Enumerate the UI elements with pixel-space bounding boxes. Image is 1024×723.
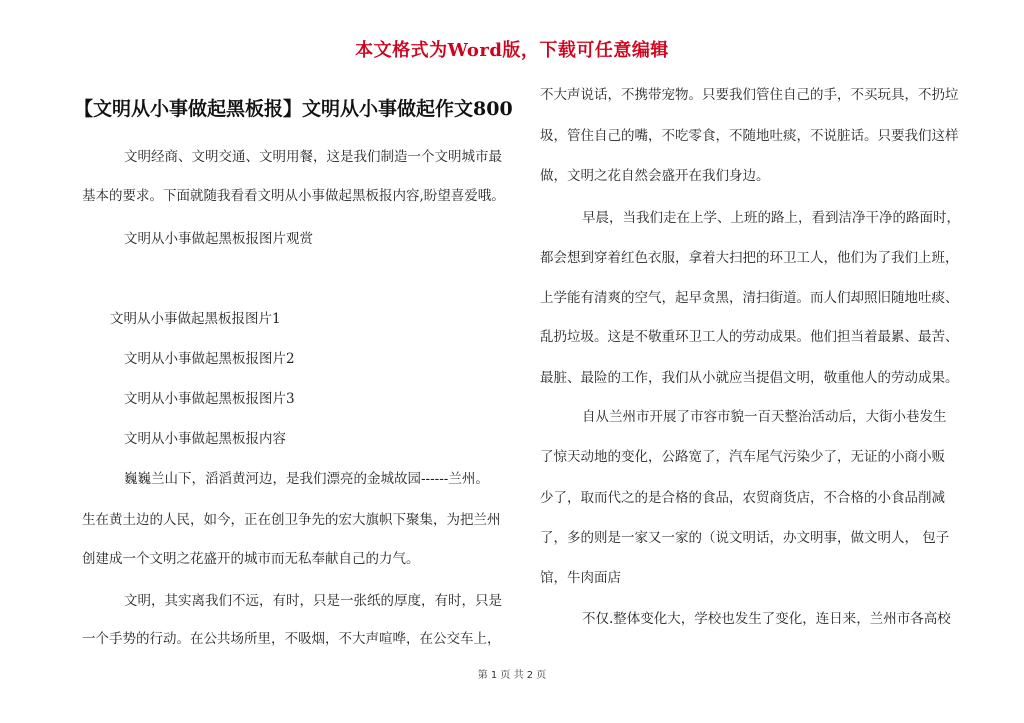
right-line-1: 不大声说话，不携带宠物。只要我们管住自己的手，不买玩具，不扔垃	[540, 87, 959, 103]
right-line-3: 做，文明之花自然会盛开在我们身边。	[540, 168, 770, 184]
image-caption-3: 文明从小事做起黑板报图片3	[124, 391, 295, 407]
document-title: 【文明从小事做起黑板报】文明从小事做起作文800	[74, 98, 513, 120]
right-line-5: 都会想到穿着红色衣服，拿着大扫把的环卫工人，他们为了我们上班，	[540, 250, 959, 266]
right-line-7: 乱扔垃圾。这是不敬重环卫工人的劳动成果。他们担当着最累、最苦、	[540, 329, 959, 345]
intro-line-1: 文明经商、文明交通、文明用餐，这是我们制造一个文明城市最	[124, 149, 502, 165]
content-heading: 文明从小事做起黑板报内容	[124, 431, 286, 447]
right-line-10: 了惊天动地的变化，公路宽了，汽车尾气污染少了，无证的小商小贩	[540, 449, 945, 465]
image-caption-2: 文明从小事做起黑板报图片2	[124, 351, 295, 367]
paragraph-1-line-2: 生在黄土边的人民，如今，正在创卫争先的宏大旗帜下聚集，为把兰州	[82, 512, 501, 528]
right-line-11: 少了，取而代之的是合格的食品，农贸商货店，不合格的小食品削减	[540, 490, 945, 506]
right-line-6: 上学能有清爽的空气，起早贪黑，清扫街道。而人们却照旧随地吐痰、	[540, 290, 959, 306]
right-line-14: 不仅.整体变化大，学校也发生了变化，连日来，兰州市各高校	[582, 611, 951, 627]
right-line-8: 最脏、最险的工作，我们从小就应当提倡文明，敬重他人的劳动成果。	[540, 370, 959, 386]
word-format-banner: 本文格式为Word版，下载可任意编辑	[355, 40, 669, 61]
right-line-4: 早晨，当我们走在上学、上班的路上，看到洁净干净的路面时，	[582, 210, 960, 226]
paragraph-2-line-1: 文明，其实离我们不远，有时，只是一张纸的厚度，有时，只是	[124, 593, 502, 609]
paragraph-1-line-3: 创建成一个文明之花盛开的城市而无私奉献自己的力气。	[82, 551, 420, 567]
gallery-heading: 文明从小事做起黑板报图片观赏	[124, 231, 313, 247]
image-caption-1: 文明从小事做起黑板报图片1	[110, 311, 281, 327]
paragraph-2-line-2: 一个手势的行动。在公共场所里，不吸烟，不大声喧哗，在公交车上，	[82, 631, 501, 647]
intro-line-2: 基本的要求。下面就随我看看文明从小事做起黑板报内容,盼望喜爱哦。	[82, 188, 505, 204]
page-number-footer: 第 1 页 共 2 页	[477, 670, 547, 681]
right-line-13: 馆，牛肉面店	[540, 570, 621, 586]
paragraph-1-line-1: 巍巍兰山下，滔滔黄河边，是我们漂亮的金城故园------兰州。	[124, 471, 489, 487]
right-line-2: 圾，管住自己的嘴，不吃零食，不随地吐痰，不说脏话。只要我们这样	[540, 128, 959, 144]
right-line-9: 自从兰州市开展了市容市貌一百天整治活动后，大街小巷发生	[582, 409, 947, 425]
right-line-12: 了，多的则是一家又一家的（说文明话，办文明事，做文明人， 包子	[540, 530, 950, 546]
